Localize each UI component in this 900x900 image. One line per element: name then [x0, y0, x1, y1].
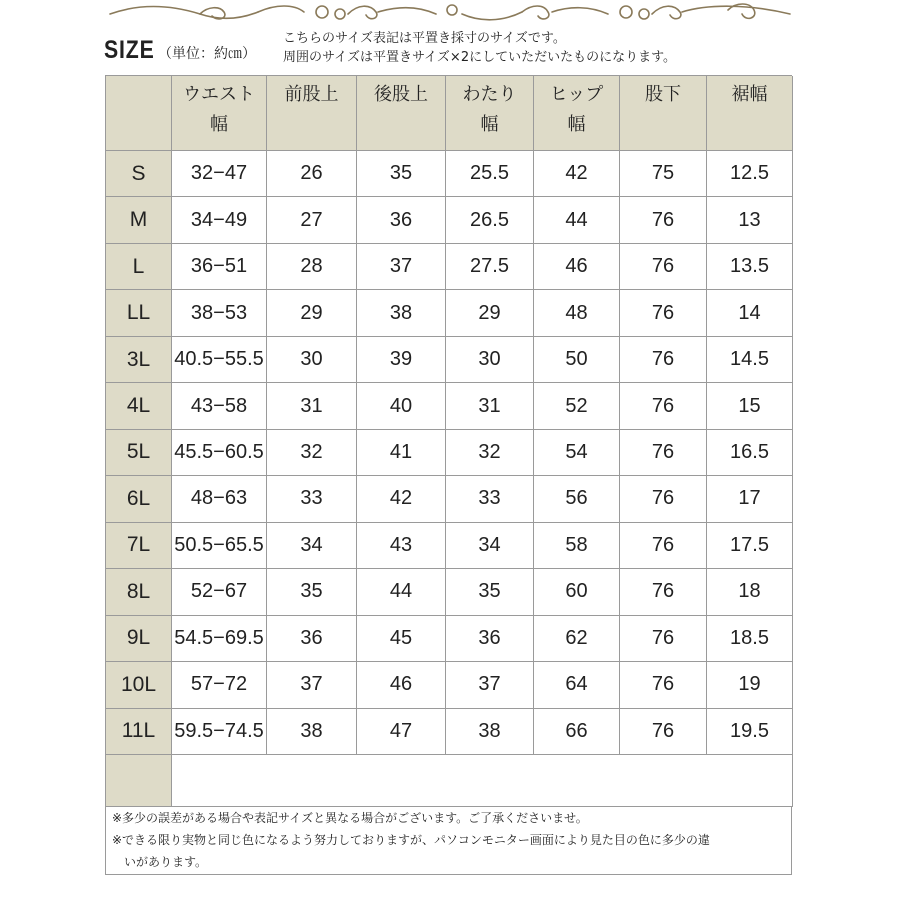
notes-box — [105, 806, 792, 875]
cell-value: 14.5 — [730, 348, 769, 371]
table-cell — [534, 197, 620, 243]
cell-value: 12.5 — [730, 162, 769, 185]
table-cell — [172, 337, 267, 383]
table-cell — [620, 151, 707, 197]
note-line: いがあります。 — [124, 855, 208, 869]
table-cell — [446, 337, 534, 383]
cell-value: 76 — [651, 440, 675, 463]
top-note — [283, 29, 676, 67]
table-cell — [357, 383, 446, 429]
table-cell — [446, 244, 534, 290]
table-cell — [707, 290, 793, 336]
cell-value: 76 — [651, 208, 675, 231]
cell-value: 13 — [738, 208, 761, 231]
table-cell — [534, 476, 620, 522]
table-cell — [357, 151, 446, 197]
cell-value: 57−72 — [190, 673, 248, 696]
table-cell — [620, 337, 707, 383]
cell-value: 66 — [565, 719, 588, 742]
column-header — [534, 76, 620, 151]
cell-value: 34 — [300, 533, 323, 556]
table-cell — [357, 523, 446, 569]
table-cell — [357, 337, 446, 383]
table-cell — [707, 616, 793, 662]
table-cell — [620, 430, 707, 476]
table-cell — [446, 430, 534, 476]
cell-value: 37 — [300, 673, 323, 696]
table-cell — [534, 662, 620, 708]
column-header-line: 後股上 — [374, 84, 428, 105]
size-label-cell: 6L — [106, 476, 172, 522]
column-header-line: 幅 — [567, 114, 586, 135]
table-cell — [267, 662, 357, 708]
table-cell — [172, 662, 267, 708]
cell-value: 76 — [651, 487, 675, 510]
cell-value: 14 — [738, 301, 761, 324]
size-label-cell: M — [106, 197, 172, 243]
cell-value: 56 — [565, 487, 588, 510]
size-label-cell: L — [106, 244, 172, 290]
column-header-line: 幅 — [210, 114, 228, 135]
table-cell — [620, 616, 707, 662]
table-cell — [446, 197, 534, 243]
cell-value: 43 — [389, 533, 413, 556]
size-label-cell: 10L — [106, 662, 172, 708]
table-cell — [707, 569, 793, 615]
cell-value: 18.5 — [730, 626, 769, 649]
size-heading: SIZE — [104, 36, 155, 64]
table-cell — [172, 569, 267, 615]
column-header-line: ウエスト — [183, 84, 255, 105]
table-cell — [707, 151, 793, 197]
cell-value: 76 — [651, 533, 675, 556]
cell-value: 76 — [651, 719, 675, 742]
size-label-cell: LL — [106, 290, 172, 336]
table-cell — [534, 151, 620, 197]
column-header — [172, 76, 267, 151]
table-cell — [357, 569, 446, 615]
table-cell — [534, 523, 620, 569]
cell-value: 60 — [565, 580, 588, 603]
cell-value: 35 — [389, 162, 413, 185]
cell-value: 27 — [300, 208, 323, 231]
cell-value: 50.5−65.5 — [174, 533, 264, 556]
cell-value: 76 — [651, 394, 675, 417]
table-cell — [620, 197, 707, 243]
cell-value: 50 — [565, 348, 588, 371]
table-cell — [707, 430, 793, 476]
table-cell — [357, 244, 446, 290]
table-cell — [357, 662, 446, 708]
cell-value: 37 — [478, 673, 501, 696]
table-cell — [620, 523, 707, 569]
cell-value: 48 — [565, 301, 588, 324]
table-cell — [707, 244, 793, 290]
empty-label-cell — [106, 755, 172, 807]
cell-value: 76 — [651, 580, 675, 603]
cell-value: 38 — [300, 719, 323, 742]
table-cell — [267, 290, 357, 336]
cell-value: 46 — [565, 255, 588, 278]
size-title — [104, 36, 256, 66]
table-cell — [620, 709, 707, 755]
cell-value: 40 — [389, 394, 413, 417]
table-cell — [707, 476, 793, 522]
cell-value: 37 — [389, 255, 413, 278]
table-cell — [172, 197, 267, 243]
header-corner-cell — [106, 76, 172, 151]
table-cell — [620, 569, 707, 615]
table-cell — [267, 523, 357, 569]
cell-value: 76 — [651, 673, 675, 696]
cell-value: 26 — [300, 162, 323, 185]
cell-value: 52−67 — [190, 580, 248, 603]
cell-value: 39 — [389, 348, 413, 371]
cell-value: 45 — [389, 626, 413, 649]
cell-value: 62 — [565, 626, 588, 649]
table-cell — [534, 383, 620, 429]
cell-value: 33 — [478, 487, 501, 510]
column-header — [620, 76, 707, 151]
table-cell — [357, 709, 446, 755]
cell-value: 42 — [389, 487, 413, 510]
cell-value: 32−47 — [190, 162, 248, 185]
table-cell — [172, 709, 267, 755]
column-header — [707, 76, 793, 151]
top-note-line: 周囲のサイズは平置きサイズ×2にしていただいたものになります。 — [283, 50, 677, 65]
cell-value: 58 — [565, 533, 588, 556]
table-cell — [172, 476, 267, 522]
table-cell — [357, 197, 446, 243]
cell-value: 76 — [651, 301, 675, 324]
cell-value: 17.5 — [730, 533, 769, 556]
note-line: ※多少の誤差がある場合や表記サイズと異なる場合がございます。ご了承くださいませ。 — [112, 811, 588, 825]
table-cell — [172, 290, 267, 336]
column-header-line: わたり — [462, 84, 517, 105]
cell-value: 19 — [738, 673, 761, 696]
cell-value: 25.5 — [470, 162, 509, 185]
cell-value: 19.5 — [730, 719, 769, 742]
table-cell — [707, 709, 793, 755]
cell-value: 54 — [565, 440, 588, 463]
table-cell — [357, 476, 446, 522]
cell-value: 28 — [300, 255, 323, 278]
cell-value: 41 — [389, 440, 413, 463]
cell-value: 32 — [300, 440, 323, 463]
cell-value: 35 — [300, 580, 323, 603]
cell-value: 27.5 — [470, 255, 509, 278]
table-cell — [534, 569, 620, 615]
cell-value: 31 — [478, 394, 501, 417]
table-cell — [267, 709, 357, 755]
cell-value: 26.5 — [470, 208, 509, 231]
size-table — [105, 75, 792, 806]
size-label-cell: S — [106, 151, 172, 197]
table-cell — [357, 430, 446, 476]
column-header-line: 前股上 — [284, 84, 339, 105]
cell-value: 44 — [389, 580, 413, 603]
table-cell — [534, 290, 620, 336]
table-cell — [534, 709, 620, 755]
table-cell — [446, 569, 534, 615]
cell-value: 36 — [389, 208, 413, 231]
column-header — [267, 76, 357, 151]
table-cell — [446, 709, 534, 755]
cell-value: 42 — [565, 162, 588, 185]
column-header — [357, 76, 446, 151]
cell-value: 17 — [738, 487, 761, 510]
table-cell — [707, 383, 793, 429]
table-cell — [707, 337, 793, 383]
cell-value: 34 — [478, 533, 501, 556]
cell-value: 36−51 — [190, 255, 248, 278]
cell-value: 16.5 — [730, 440, 769, 463]
table-cell — [620, 476, 707, 522]
cell-value: 45.5−60.5 — [174, 440, 264, 463]
size-label-cell: 11L — [106, 709, 172, 755]
table-cell — [172, 383, 267, 429]
cell-value: 18 — [738, 580, 761, 603]
cell-value: 47 — [389, 719, 413, 742]
table-cell — [446, 476, 534, 522]
cell-value: 33 — [300, 487, 323, 510]
size-label-cell: 7L — [106, 523, 172, 569]
table-cell — [534, 430, 620, 476]
table-cell — [534, 337, 620, 383]
table-cell — [446, 383, 534, 429]
cell-value: 38 — [478, 719, 501, 742]
size-label-cell: 8L — [106, 569, 172, 615]
cell-value: 76 — [651, 626, 675, 649]
cell-value: 35 — [478, 580, 501, 603]
table-cell — [620, 383, 707, 429]
cell-value: 54.5−69.5 — [174, 626, 264, 649]
table-cell — [707, 523, 793, 569]
table-cell — [267, 430, 357, 476]
column-header — [446, 76, 534, 151]
size-label-cell: 4L — [106, 383, 172, 429]
table-cell — [446, 616, 534, 662]
table-cell — [267, 337, 357, 383]
top-note-line: こちらのサイズ表記は平置き採寸のサイズです。 — [283, 31, 566, 46]
column-header-line: 幅 — [480, 114, 499, 135]
cell-value: 34−49 — [190, 208, 248, 231]
cell-value: 29 — [300, 301, 323, 324]
cell-value: 32 — [478, 440, 501, 463]
table-cell — [172, 430, 267, 476]
cell-value: 29 — [478, 301, 501, 324]
column-header-line: 股下 — [645, 84, 681, 105]
scroll-flourish-ornament — [108, 0, 792, 28]
size-label-cell: 9L — [106, 616, 172, 662]
table-cell — [357, 290, 446, 336]
table-cell — [707, 662, 793, 708]
unit-label: （単位：約㎝） — [158, 46, 256, 62]
table-cell — [267, 569, 357, 615]
empty-row-cell — [172, 755, 793, 807]
table-cell — [446, 523, 534, 569]
cell-value: 30 — [300, 348, 323, 371]
cell-value: 75 — [651, 162, 675, 185]
cell-value: 76 — [651, 255, 675, 278]
size-label-cell: 5L — [106, 430, 172, 476]
cell-value: 44 — [565, 208, 588, 231]
cell-value: 36 — [300, 626, 323, 649]
cell-value: 38−53 — [190, 301, 248, 324]
cell-value: 38 — [389, 301, 413, 324]
table-cell — [534, 244, 620, 290]
table-cell — [707, 197, 793, 243]
table-cell — [446, 290, 534, 336]
table-cell — [357, 616, 446, 662]
cell-value: 30 — [478, 348, 501, 371]
note-line: ※できる限り実物と同じ色になるよう努力しておりますが、パソコンモニター画面により見た目の色に多少の違 — [112, 833, 710, 847]
table-cell — [172, 523, 267, 569]
column-header-line: ヒップ — [549, 84, 604, 105]
table-cell — [620, 662, 707, 708]
table-cell — [446, 662, 534, 708]
table-cell — [172, 244, 267, 290]
size-label-cell: 3L — [106, 337, 172, 383]
table-cell — [267, 383, 357, 429]
cell-value: 64 — [565, 673, 588, 696]
cell-value: 15 — [738, 394, 761, 417]
cell-value: 52 — [565, 394, 588, 417]
table-cell — [620, 244, 707, 290]
column-header-line: 裾幅 — [731, 84, 768, 105]
table-cell — [620, 290, 707, 336]
table-cell — [446, 151, 534, 197]
cell-value: 59.5−74.5 — [174, 719, 264, 742]
table-cell — [267, 476, 357, 522]
table-cell — [172, 616, 267, 662]
cell-value: 48−63 — [190, 487, 248, 510]
cell-value: 31 — [300, 394, 323, 417]
cell-value: 13.5 — [730, 255, 769, 278]
cell-value: 46 — [389, 673, 413, 696]
cell-value: 43−58 — [190, 394, 248, 417]
cell-value: 40.5−55.5 — [174, 348, 264, 371]
table-cell — [267, 616, 357, 662]
cell-value: 76 — [651, 348, 675, 371]
table-cell — [267, 244, 357, 290]
table-cell — [534, 616, 620, 662]
table-cell — [267, 197, 357, 243]
table-cell — [172, 151, 267, 197]
cell-value: 36 — [478, 626, 501, 649]
table-cell — [267, 151, 357, 197]
